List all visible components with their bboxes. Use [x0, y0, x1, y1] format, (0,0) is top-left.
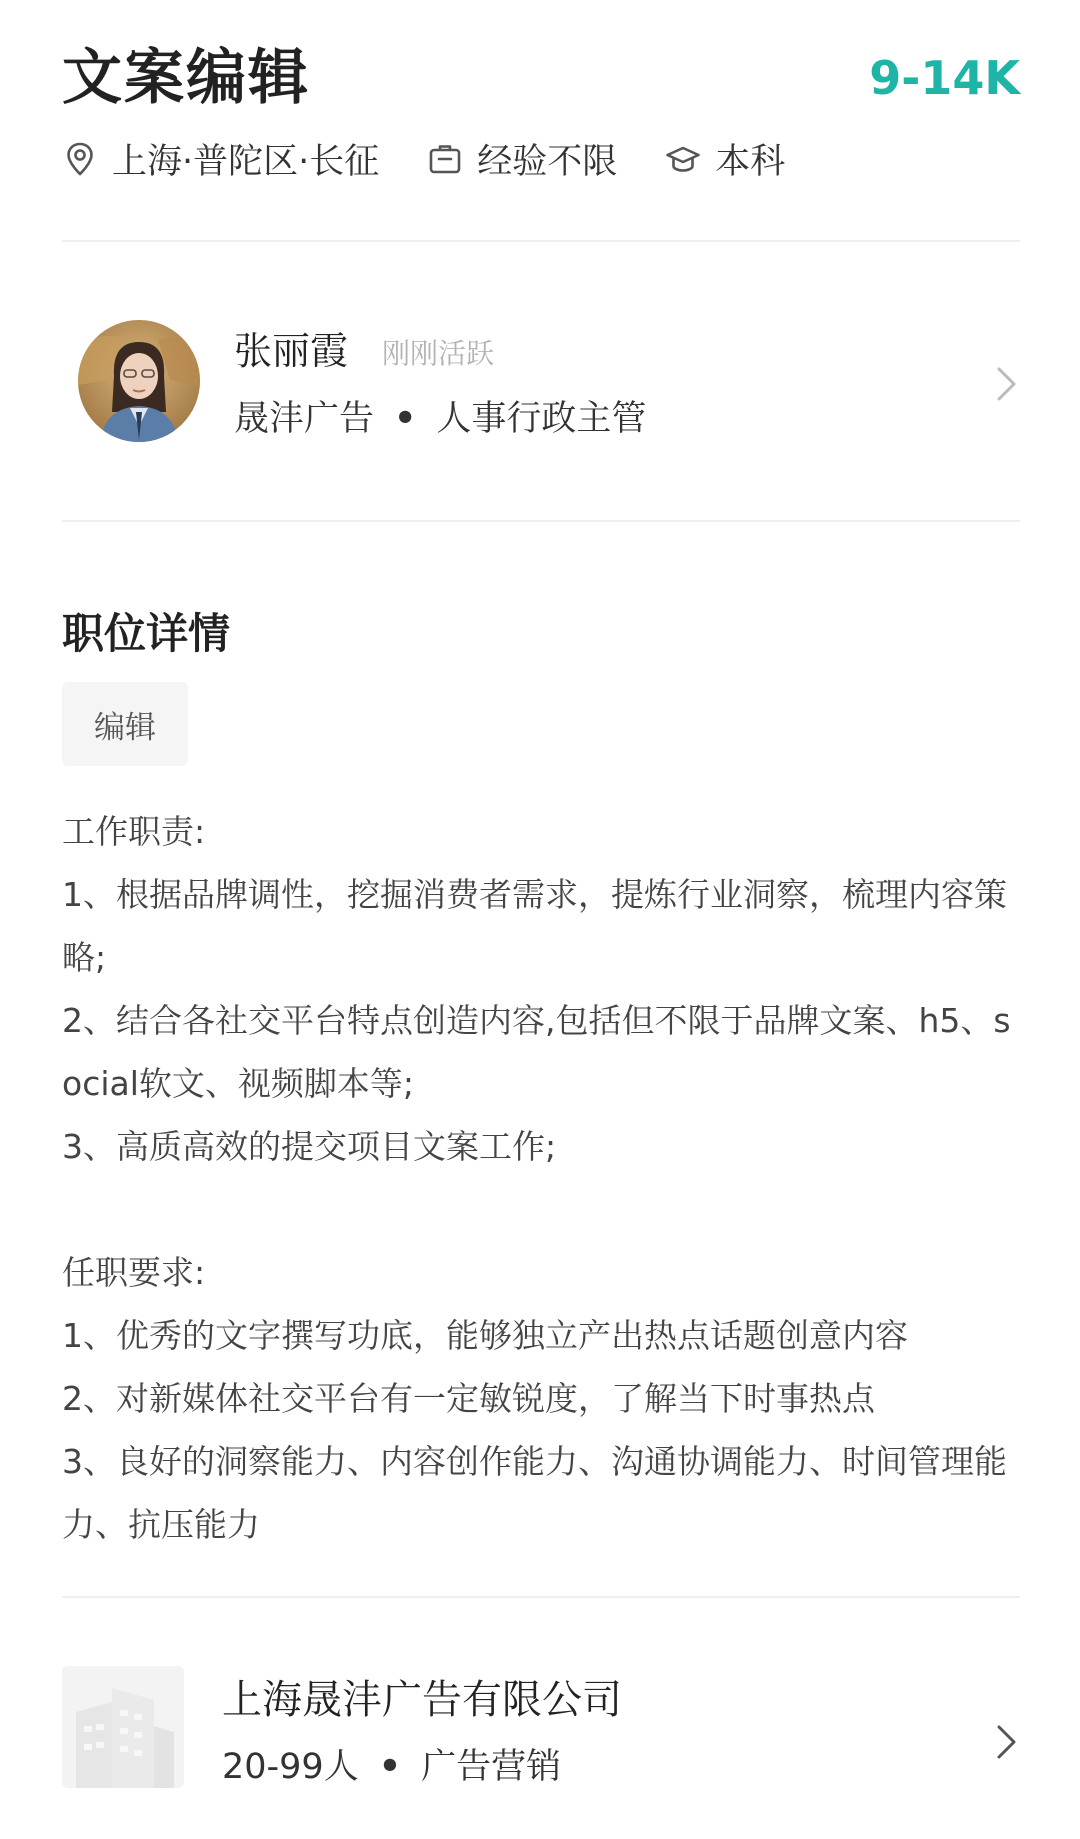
- separator-dot: •: [394, 399, 417, 439]
- graduation-cap-icon: [665, 141, 701, 177]
- job-education-text: 本科: [715, 142, 786, 182]
- recruiter-avatar[interactable]: [78, 320, 200, 442]
- company-info: [222, 1742, 561, 1792]
- job-title: 文案编辑: [62, 43, 310, 113]
- recruiter-name: 张丽霞: [234, 329, 349, 373]
- chevron-right-icon[interactable]: [994, 364, 1020, 404]
- job-tag: 编辑: [62, 682, 188, 766]
- job-experience: [427, 134, 617, 184]
- company-name: 上海晟沣广告有限公司: [222, 1677, 622, 1723]
- job-location-text: 上海·普陀区·长征: [112, 142, 380, 182]
- briefcase-icon: [427, 141, 463, 177]
- company-industry: 广告营销: [421, 1747, 562, 1787]
- job-location: [62, 134, 379, 184]
- separator-dot: •: [378, 1747, 402, 1787]
- recruiter-position: 人事行政主管: [436, 399, 647, 439]
- chevron-right-icon[interactable]: [994, 1722, 1020, 1762]
- divider: [62, 520, 1020, 522]
- recruiter-card[interactable]: [62, 312, 1020, 456]
- company-card[interactable]: [62, 1666, 1020, 1839]
- divider: [62, 1596, 1020, 1598]
- salary: 9-14K: [869, 51, 1020, 105]
- section-title: 职位详情: [62, 609, 231, 658]
- recruiter-info: [234, 394, 646, 444]
- recruiter-company: 晟沣广告: [234, 399, 375, 439]
- divider: [62, 240, 1020, 242]
- company-size: 20-99人: [222, 1747, 359, 1787]
- job-description: 工作职责: 1、根据品牌调性，挖掘消费者需求，提炼行业洞察，梳理内容策略; 2、结合各社交平台特点创造内容,包括但不限于品牌文案、h5、social软文、视频脚本等; 3、高质高效的提交项目文案工作; 任职要求: 1、优秀的文字撰写功底，能够独立产出热点话题创意内容 2、对新媒体社交平台有一定敏锐度，了解当下时事热点 3、良好的洞察能力、内容创作能力、沟通协调能力、时间管理能力、抗压能力: [62, 812, 1011, 1544]
- job-experience-text: 经验不限: [477, 142, 618, 182]
- job-meta-row: [62, 132, 833, 186]
- location-pin-icon: [62, 141, 98, 177]
- recruiter-active-status: 刚刚活跃: [382, 337, 495, 370]
- job-education: [665, 134, 785, 184]
- building-icon: [62, 1666, 184, 1788]
